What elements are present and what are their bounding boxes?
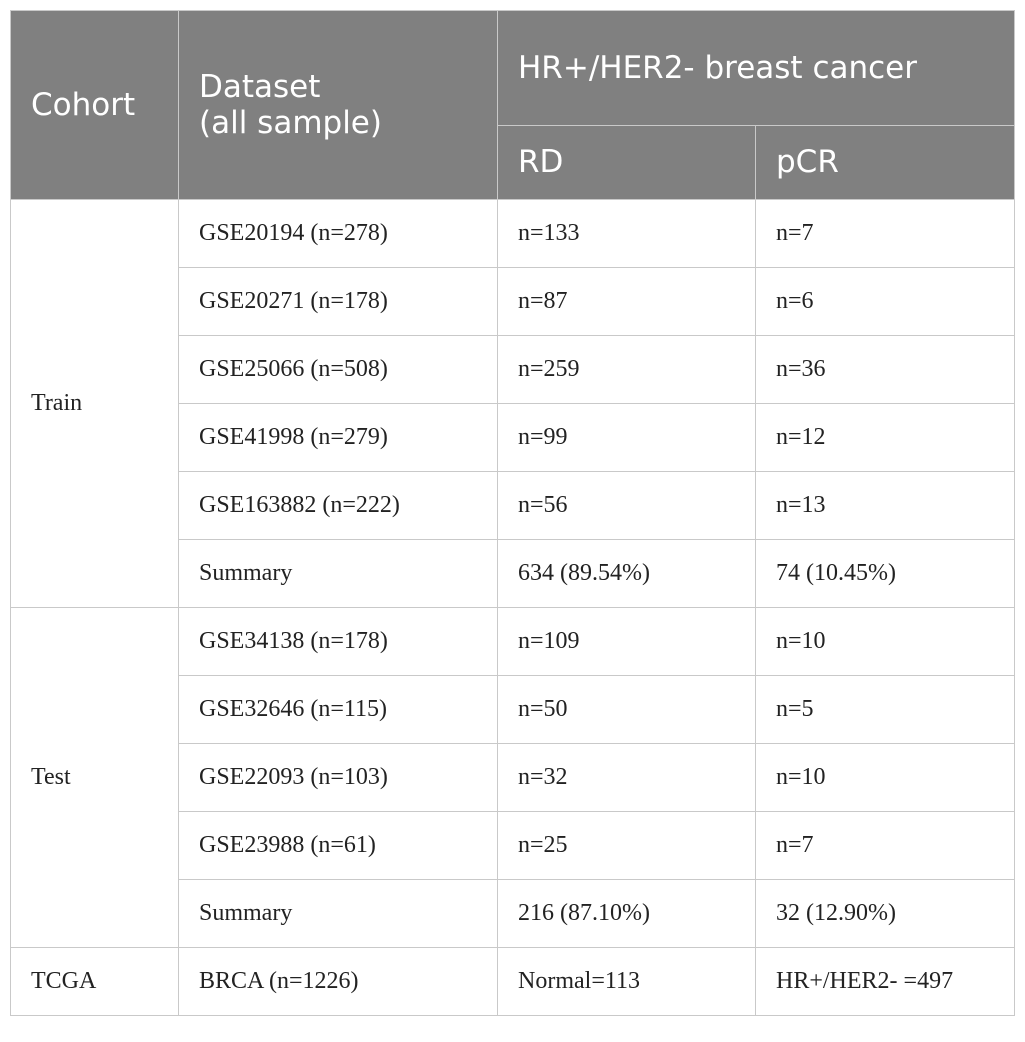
header-group: HR+/HER2- breast cancer <box>498 11 1015 126</box>
dataset-cell: Summary <box>179 880 498 948</box>
pcr-cell: n=12 <box>756 404 1015 472</box>
dataset-cell: GSE25066 (n=508) <box>179 336 498 404</box>
header-pcr: pCR <box>756 126 1015 200</box>
pcr-cell: n=5 <box>756 676 1015 744</box>
pcr-cell: n=7 <box>756 200 1015 268</box>
dataset-cell: GSE32646 (n=115) <box>179 676 498 744</box>
header-dataset: Dataset (all sample) <box>179 11 498 200</box>
pcr-cell: 74 (10.45%) <box>756 540 1015 608</box>
dataset-cell: Summary <box>179 540 498 608</box>
table-body <box>11 200 1015 1016</box>
cohort-table <box>10 10 1015 1016</box>
cohort-cell: TCGA <box>11 948 179 1016</box>
rd-cell: n=259 <box>498 336 756 404</box>
pcr-cell: n=10 <box>756 608 1015 676</box>
rd-cell: n=87 <box>498 268 756 336</box>
rd-cell: n=99 <box>498 404 756 472</box>
rd-cell: n=109 <box>498 608 756 676</box>
dataset-cell: GSE34138 (n=178) <box>179 608 498 676</box>
pcr-cell: n=36 <box>756 336 1015 404</box>
table-row <box>11 200 1015 268</box>
dataset-cell: BRCA (n=1226) <box>179 948 498 1016</box>
rd-cell: 216 (87.10%) <box>498 880 756 948</box>
rd-cell: n=50 <box>498 676 756 744</box>
rd-cell: 634 (89.54%) <box>498 540 756 608</box>
dataset-cell: GSE22093 (n=103) <box>179 744 498 812</box>
rd-cell: n=32 <box>498 744 756 812</box>
pcr-cell: n=6 <box>756 268 1015 336</box>
header-cohort: Cohort <box>11 11 179 200</box>
table-header <box>11 11 1015 200</box>
table-row <box>11 948 1015 1016</box>
dataset-cell: GSE23988 (n=61) <box>179 812 498 880</box>
rd-cell: Normal=113 <box>498 948 756 1016</box>
cohort-cell: Test <box>11 608 179 948</box>
dataset-cell: GSE20271 (n=178) <box>179 268 498 336</box>
cohort-cell: Train <box>11 200 179 608</box>
pcr-cell: n=7 <box>756 812 1015 880</box>
header-rd: RD <box>498 126 756 200</box>
pcr-cell: 32 (12.90%) <box>756 880 1015 948</box>
rd-cell: n=133 <box>498 200 756 268</box>
pcr-cell: HR+/HER2- =497 <box>756 948 1015 1016</box>
pcr-cell: n=10 <box>756 744 1015 812</box>
dataset-cell: GSE20194 (n=278) <box>179 200 498 268</box>
dataset-cell: GSE163882 (n=222) <box>179 472 498 540</box>
table-row <box>11 608 1015 676</box>
rd-cell: n=25 <box>498 812 756 880</box>
pcr-cell: n=13 <box>756 472 1015 540</box>
rd-cell: n=56 <box>498 472 756 540</box>
dataset-cell: GSE41998 (n=279) <box>179 404 498 472</box>
